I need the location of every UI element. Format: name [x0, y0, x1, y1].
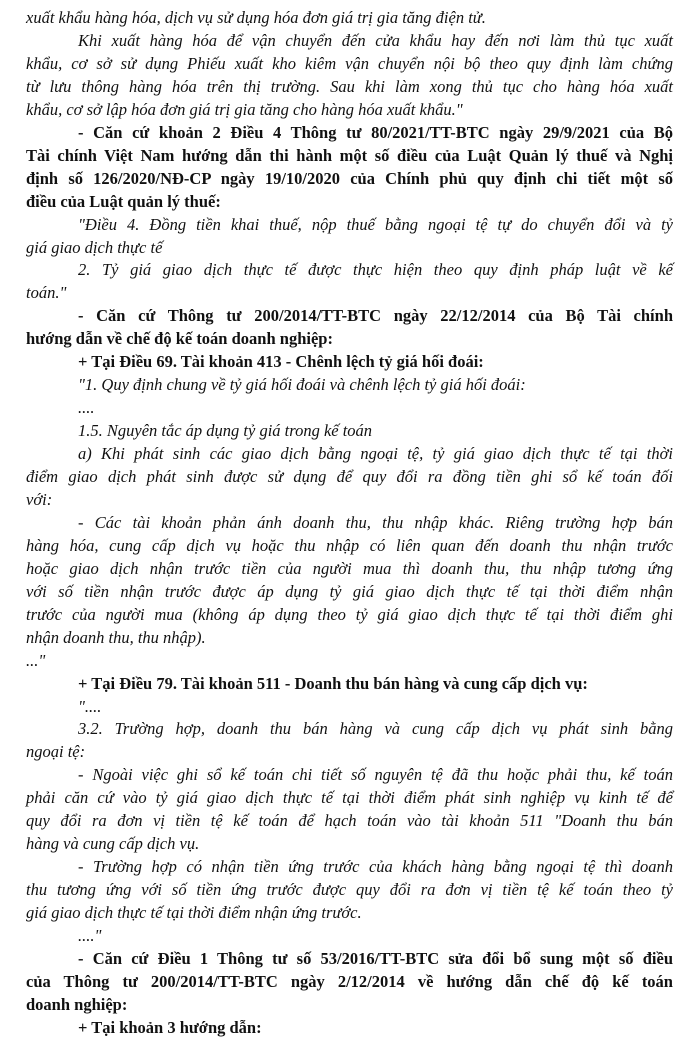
- text-line: quy đổi ra đơn vị tiền tệ kế toán để hạch toán vào tài khoản 511 "Doanh thu bán: [26, 811, 673, 831]
- text-line: - Các tài khoản phản ánh doanh thu, thu nhập khác. Riêng trường hợp bán: [78, 512, 673, 532]
- text-line: ....": [78, 926, 102, 945]
- text-line: 2. Tỷ giá giao dịch thực tế được thực hiện theo quy định pháp luật về kế: [78, 260, 673, 280]
- text-line: điểm giao dịch phát sinh được sử dụng để quy đổi ra đồng tiền ghi sổ kế toán đối: [26, 467, 673, 486]
- text-line: từ lưu thông hàng hóa trên thị trường. Sau khi làm xong thủ tục cho hàng hóa xuất: [26, 76, 673, 96]
- text-line: hoặc giao dịch nhận trước tiền của người mua thì doanh thu, thu nhập tương ứng: [26, 558, 673, 578]
- text-line: giá giao dịch thực tế tại thời điểm nhận ứng trước.: [26, 903, 362, 923]
- text-line: 3.2. Trường hợp, doanh thu bán hàng và cung cấp dịch vụ phát sinh bằng: [78, 719, 673, 739]
- text-line: - Căn cứ Thông tư 200/2014/TT-BTC ngày 22/12/2014 của Bộ Tài chính: [78, 306, 673, 326]
- text-line: phải căn cứ vào tỷ giá giao dịch thực tế tại thời điểm phát sinh nghiệp vụ kinh tế để: [26, 788, 673, 808]
- text-line: + Tại khoản 3 hướng dẫn:: [78, 1017, 262, 1037]
- text-line: với:: [26, 489, 53, 509]
- text-line: giá giao dịch thực tế: [26, 237, 163, 257]
- text-line: Tài chính Việt Nam hướng dẫn thi hành một số điều của Luật Quản lý thuế và Nghị: [26, 145, 673, 165]
- text-line: - Ngoài việc ghi sổ kế toán chi tiết số nguyên tệ đã thu hoặc phải thu, kế toán: [78, 765, 673, 785]
- text-line: 1.5. Nguyên tắc áp dụng tỷ giá trong kế toán: [78, 421, 373, 441]
- text-line: hàng và cung cấp dịch vụ.: [26, 834, 200, 854]
- text-line: - Trường hợp có nhận tiền ứng trước của khách hàng bằng ngoại tệ thì doanh: [78, 857, 673, 877]
- text-line: toán.": [26, 283, 67, 303]
- text-line: xuất khẩu hàng hóa, dịch vụ sử dụng hóa đơn giá trị gia tăng điện tử.: [26, 8, 486, 27]
- text-line: hàng hóa, cung cấp dịch vụ hoặc thu nhập có liên quan đến doanh thu nhận trước: [26, 535, 673, 555]
- text-line: "....: [78, 696, 102, 716]
- text-line: doanh nghiệp:: [26, 994, 128, 1014]
- text-line: nhận doanh thu, thu nhập).: [26, 627, 206, 647]
- text-line: định số 126/2020/NĐ-CP ngày 19/10/2020 của Chính phủ quy định chi tiết một số: [26, 168, 673, 188]
- text-line: hướng dẫn về chế độ kế toán doanh nghiệp:: [26, 329, 333, 349]
- text-line: thu tương ứng với số tiền ứng trước được quy đổi ra đơn vị tiền tệ kế toán theo tỷ: [26, 880, 673, 900]
- text-line: điều của Luật quản lý thuế:: [26, 191, 221, 211]
- text-line: ...": [26, 650, 46, 670]
- text-line: ngoại tệ:: [26, 742, 86, 762]
- text-line: + Tại Điều 79. Tài khoản 511 - Doanh thu bán hàng và cung cấp dịch vụ:: [78, 673, 588, 693]
- text-line: "Điều 4. Đồng tiền khai thuế, nộp thuế bằng ngoại tệ tự do chuyển đổi và tỷ: [78, 214, 673, 234]
- text-line: Khi xuất hàng hóa để vận chuyển đến cửa khẩu hay đến nơi làm thủ tục xuất: [78, 30, 673, 50]
- text-line: a) Khi phát sinh các giao dịch bằng ngoại tệ, tỷ giá giao dịch thực tế tại thời: [78, 444, 673, 464]
- text-line: "1. Quy định chung về tỷ giá hối đoái và chênh lệch tỷ giá hối đoái:: [78, 375, 526, 395]
- text-line: của Thông tư 200/2014/TT-BTC ngày 2/12/2014 về hướng dẫn chế độ kế toán: [26, 971, 673, 991]
- text-line: khẩu, cơ sở sử dụng Phiếu xuất kho kiêm vận chuyển nội bộ theo quy định làm chứng: [26, 53, 673, 73]
- text-line: + Tại Điều 69. Tài khoản 413 - Chênh lệch tỷ giá hối đoái:: [78, 352, 484, 372]
- text-line: - Căn cứ khoản 2 Điều 4 Thông tư 80/2021/TT-BTC ngày 29/9/2021 của Bộ: [78, 122, 673, 142]
- text-line: - Căn cứ Điều 1 Thông tư số 53/2016/TT-BTC sửa đổi bổ sung một số điều: [78, 948, 673, 968]
- text-line: với số tiền nhận trước được áp dụng tỷ giá giao dịch thực tế tại thời điểm nhận: [26, 581, 673, 601]
- text-line: khẩu, cơ sở lập hóa đơn giá trị gia tăng cho hàng hóa xuất khẩu.": [26, 99, 463, 119]
- text-line: ....: [78, 398, 95, 418]
- text-line: trước của người mua (không áp dụng theo tỷ giá giao dịch thực tế tại thời điểm ghi: [26, 604, 673, 624]
